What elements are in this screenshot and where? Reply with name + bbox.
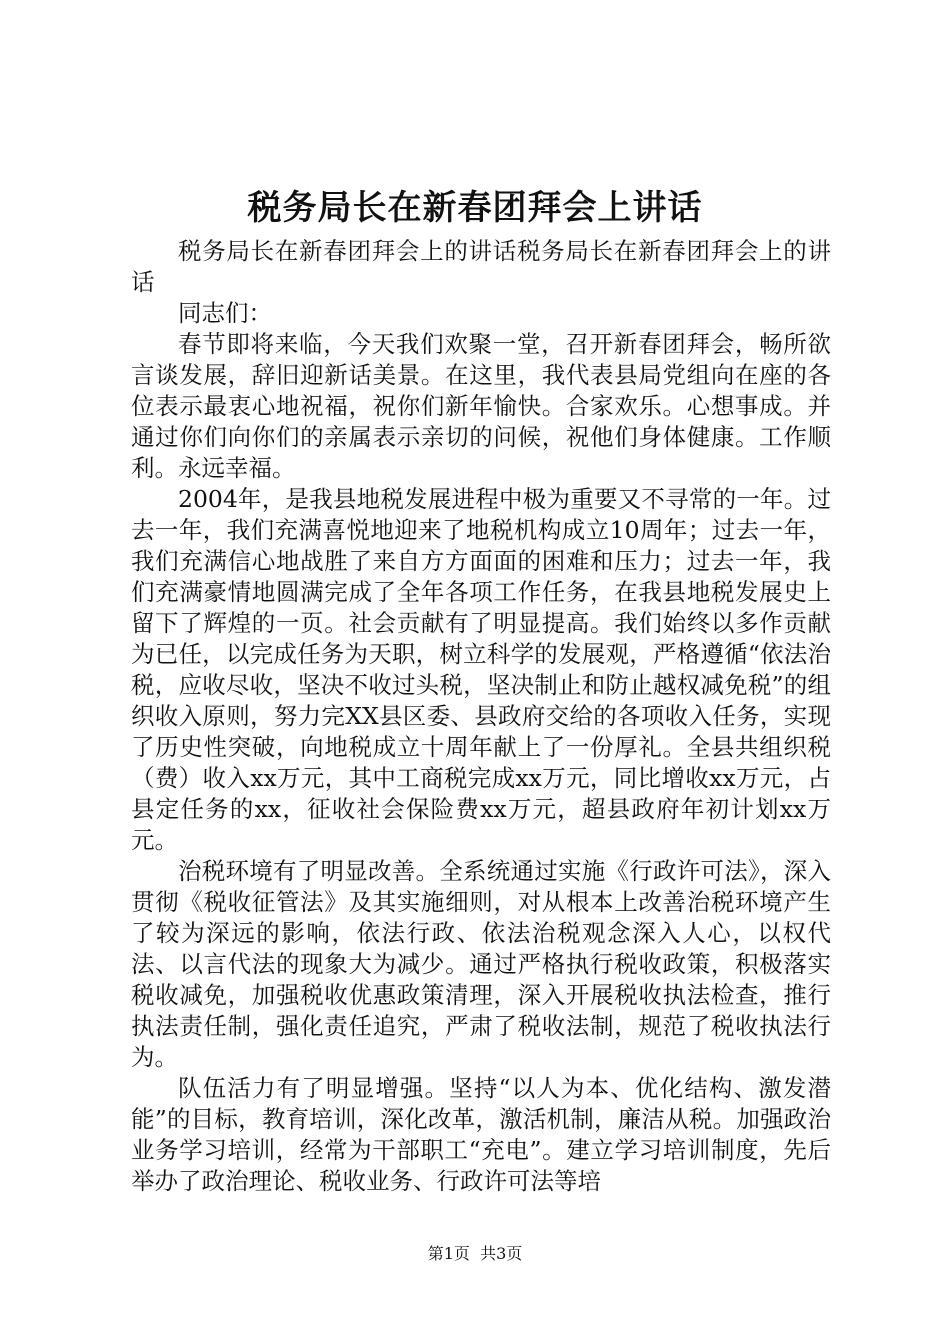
paragraph-greeting: 春节即将来临，今天我们欢聚一堂，召开新春团拜会，畅所欲言谈发展，辞旧迎新话美景。在这里，我代表县局党组向在座的各位表示最衷心地祝福，祝你们新年愉快。合家欢乐。心想事成。并通过你们向你们的亲属表示亲切的问候，祝他们身体健康。工作顺利。永远幸福。 bbox=[131, 330, 831, 482]
document-body bbox=[131, 236, 831, 1197]
paragraph-2004-review: 2004年，是我县地税发展进程中极为重要又不寻常的一年。过去一年，我们充满喜悦地迎来了地税机构成立10周年；过去一年，我们充满信心地战胜了来自方方面面的困难和压力；过去一年，我们充满豪情地圆满完成了全年各项工作任务，在我县地税发展史上留下了辉煌的一页。社会贡献有了明显提高。我们始终以多作贡献为已任，以完成任务为天职，树立科学的发展观，严格遵循“依法治税，应收尽收，坚决不收过头税，坚决制止和防止越权减免税”的组织收入原则，努力完XX县区委、县政府交给的各项收入任务，实现了历史性突破，向地税成立十周年献上了一份厚礼。全县共组织税（费）收入xx万元，其中工商税完成xx万元，同比增收xx万元，占县定任务的xx，征收社会保险费xx万元，超县政府年初计划xx万元。 bbox=[131, 485, 831, 854]
document-title: 税务局长在新春团拜会上讲话 bbox=[247, 188, 703, 228]
paragraph-salutation: 同志们： bbox=[178, 299, 272, 327]
footer-separator bbox=[470, 1244, 480, 1263]
page-total: 共3页 bbox=[480, 1244, 523, 1263]
paragraph-heading-repeat: 税务局长在新春团拜会上的讲话税务局长在新春团拜会上的讲话 bbox=[131, 237, 831, 296]
paragraph-team-vitality: 队伍活力有了明显增强。坚持“以人为本、优化结构、激发潜能”的目标，教育培训，深化改革，激活机制，廉洁从税。加强政治业务学习培训，经常为干部职工“充电”。建立学习培训制度，先后举办了政治理论、税收业务、行政许可法等培 bbox=[131, 1074, 831, 1195]
page-footer bbox=[0, 1243, 950, 1265]
paragraph-tax-environment: 治税环境有了明显改善。全系统通过实施《行政许可法》，深入贯彻《税收征管法》及其实施细则，对从根本上改善治税环境产生了较为深远的影响，依法行政、依法治税观念深入人心，以权代法、以言代法的现象大为减少。通过严格执行税收政策，积极落实税收减免，加强税收优惠政策清理，深入开展税收执法检查，推行执法责任制，强化责任追究，严肃了税收法制，规范了税收执法行为。 bbox=[131, 857, 831, 1071]
page-number: 第1页 bbox=[427, 1244, 470, 1263]
